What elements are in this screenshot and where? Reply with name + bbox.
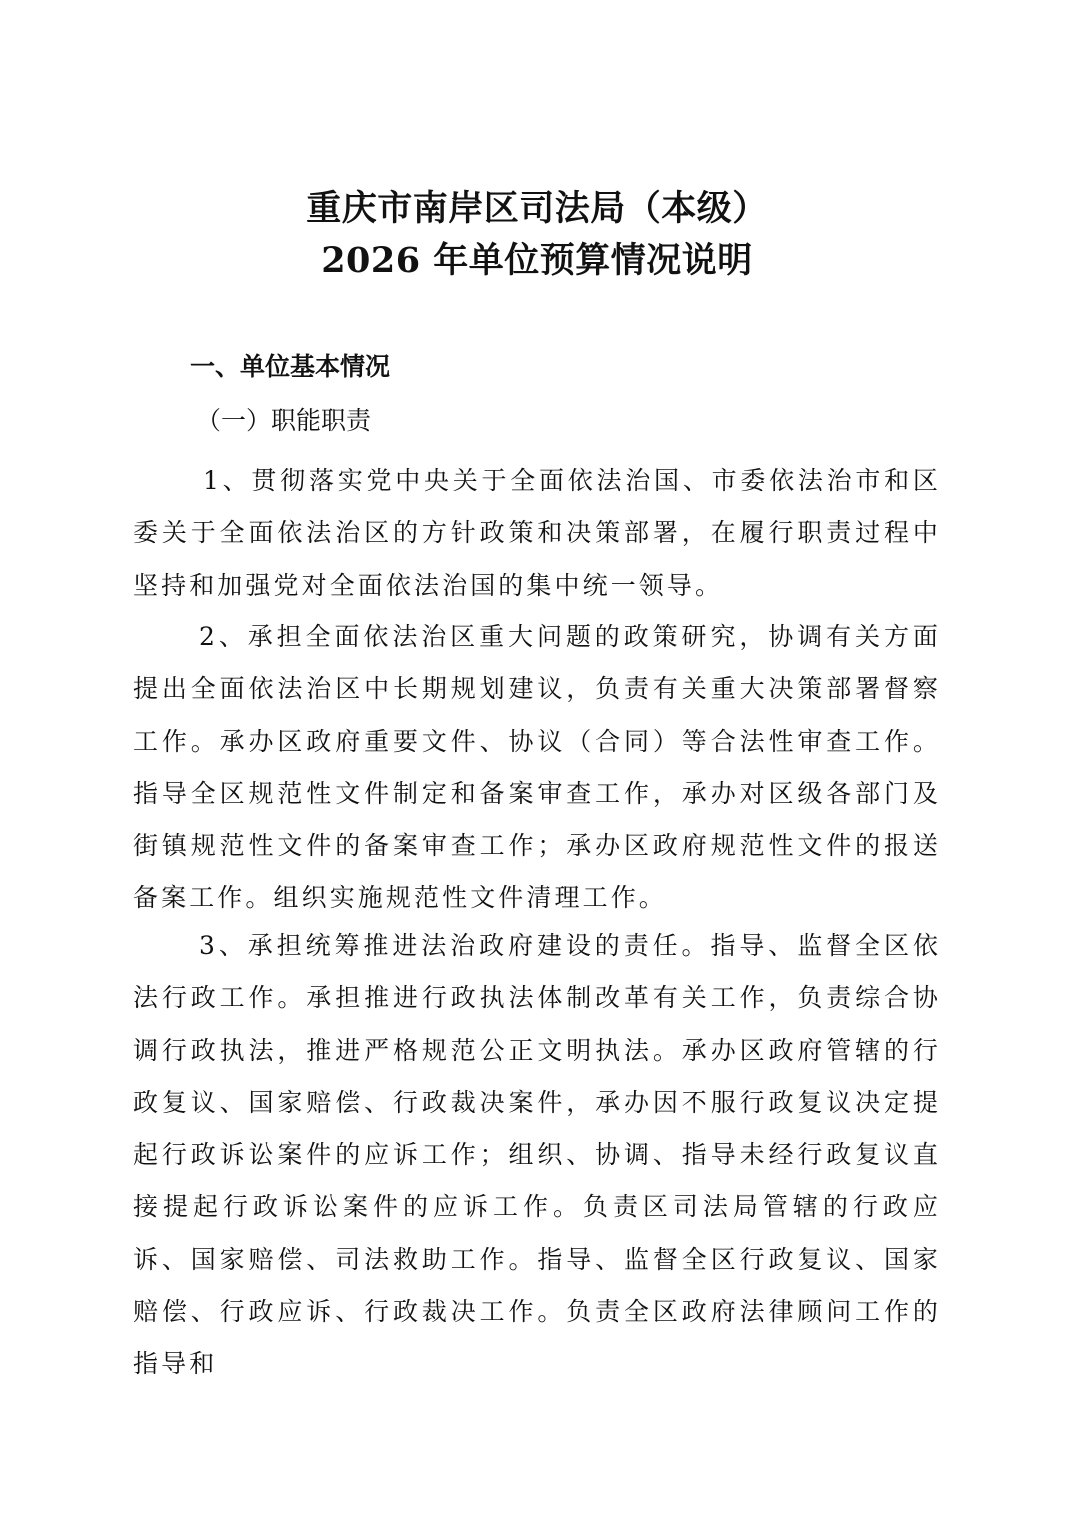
paragraph-3: 3、承担统筹推进法治政府建设的责任。指导、监督全区依法行政工作。承担推进行政执法体制改革有关工作，负责综合协调行政执法，推进严格规范公正文明执法。承办区政府管辖的行政复议、国家赔偿、行政裁决案件，承办因不服行政复议决定提起行政诉讼案件的应诉工作；组织、协调、指导未经行政复议直接提起行政诉讼案件的应诉工作。负责区司法局管辖的行政应诉、国家赔偿、司法救助工作。指导、监督全区行政复议、国家赔偿、行政应诉、行政裁决工作。负责全区政府法律顾问工作的指导和 bbox=[133, 931, 941, 1379]
section-heading: 一、单位基本情况 bbox=[190, 352, 391, 381]
paragraph-1: 1、贯彻落实党中央关于全面依法治国、市委依法治市和区委关于全面依法治区的方针政策和决策部署，在履行职责过程中坚持和加强党对全面依法治国的集中统一领导。 bbox=[133, 466, 941, 600]
subsection-heading: （一）职能职责 bbox=[196, 406, 372, 435]
document-title-line-1: 重庆市南岸区司法局（本级） bbox=[306, 188, 768, 229]
paragraph-2: 2、承担全面依法治区重大问题的政策研究，协调有关方面提出全面依法治区中长期规划建议，负责有关重大决策部署督察工作。承办区政府重要文件、协议（合同）等合法性审查工作。指导全区规范性文件制定和备案审查工作，承办对区级各部门及街镇规范性文件的备案审查工作；承办区政府规范性文件的报送备案工作。组织实施规范性文件清理工作。 bbox=[133, 622, 941, 913]
document-title-line-2: 2026 年单位预算情况说明 bbox=[321, 240, 753, 281]
